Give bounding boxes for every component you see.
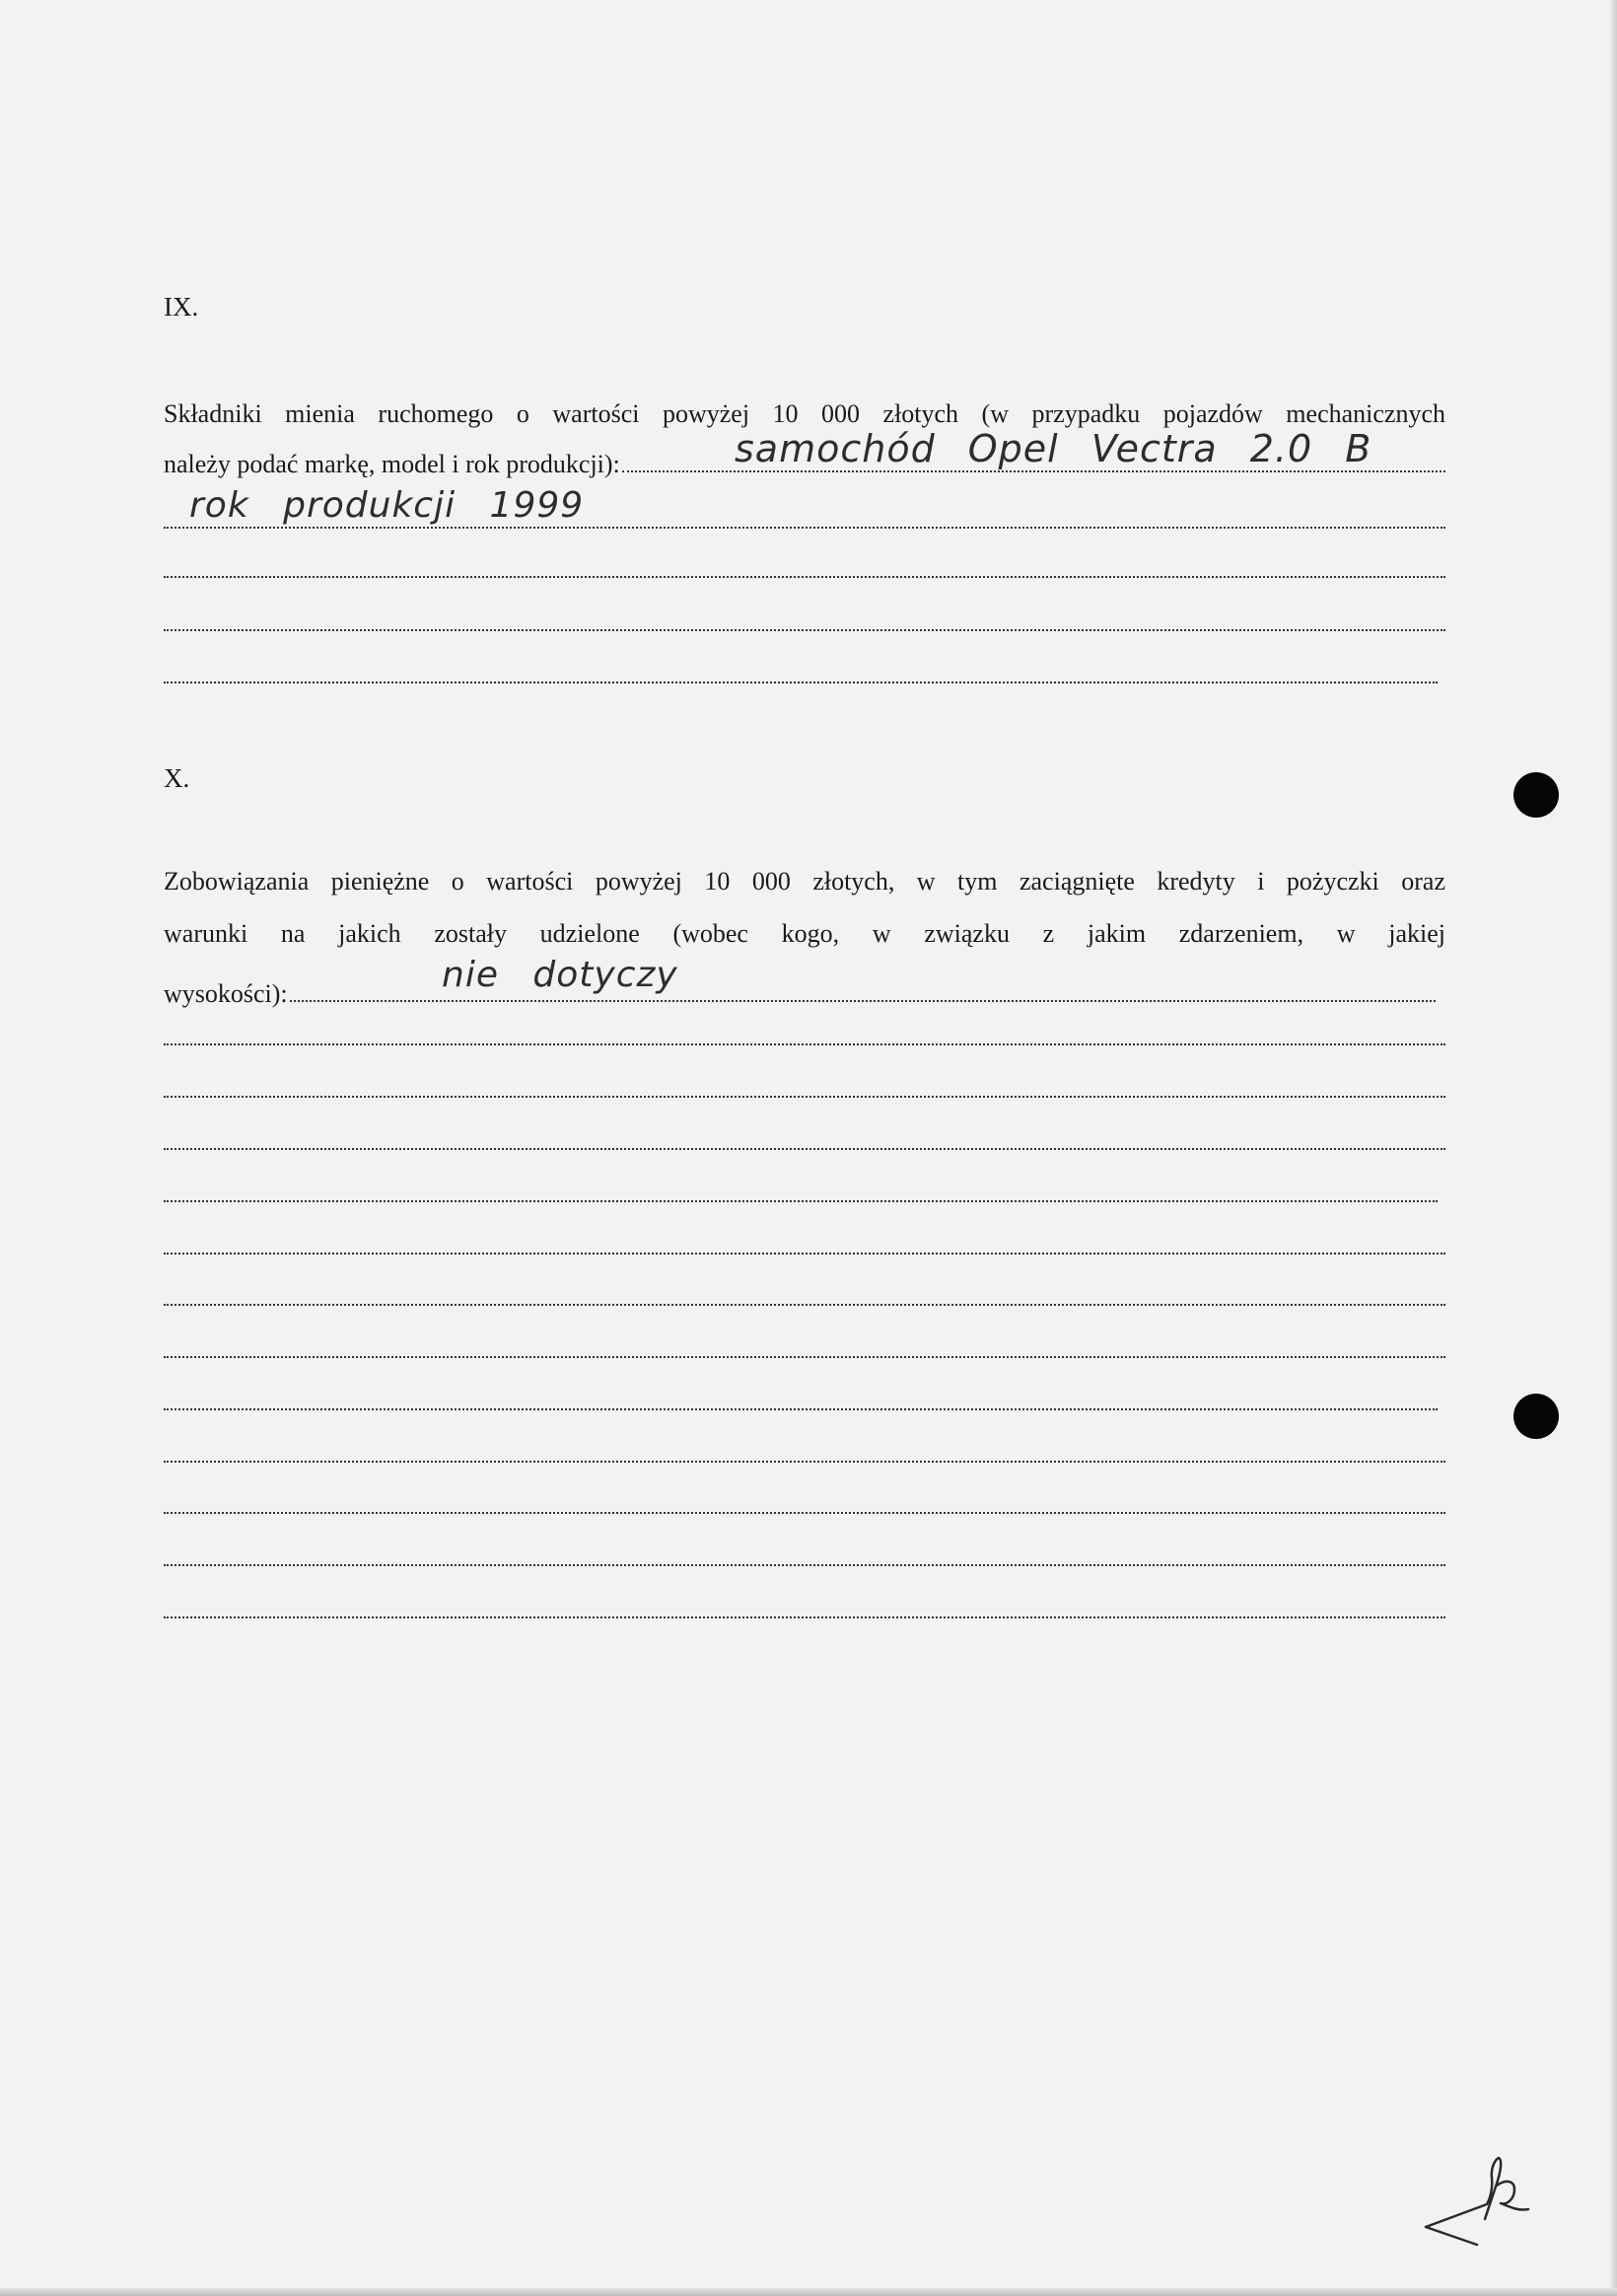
handwritten-answer-liabilities: nie dotyczy: [442, 955, 678, 995]
section-ix-heading: IX.: [164, 292, 199, 322]
answer-dotted-line: [290, 1000, 1436, 1002]
answer-dotted-line: [164, 1512, 1445, 1514]
section-x-question-line3: [164, 969, 1436, 1009]
answer-dotted-line: [164, 1408, 1438, 1410]
answer-dotted-line: [164, 629, 1445, 631]
answer-dotted-line: [164, 527, 1445, 529]
answer-dotted-line: [164, 1564, 1445, 1566]
handwritten-answer-production-year: rok produkcji 1999: [189, 485, 585, 526]
signature-initials: [1420, 2150, 1568, 2249]
punch-hole: [1513, 1394, 1559, 1439]
section-x-heading: X.: [164, 763, 190, 793]
answer-dotted-line: [164, 1253, 1445, 1255]
section-ix-question-line1: Składniki mienia ruchomego o wartości powyżej 10 000 złotych (w przypadku pojazdów mechanicznych: [164, 399, 1445, 428]
answer-dotted-line: [164, 576, 1445, 578]
page-bottom-edge: [0, 2288, 1617, 2296]
punch-hole: [1513, 772, 1559, 818]
answer-dotted-line: [164, 1200, 1438, 1202]
section-x-question-line1: Zobowiązania pieniężne o wartości powyżej 10 000 złotych, w tym zaciągnięte kredyty i pożyczki oraz: [164, 867, 1445, 896]
answer-dotted-line: [164, 1148, 1445, 1150]
answer-dotted-line: [164, 1096, 1445, 1098]
section-ix-question-label: należy podać markę, model i rok produkcji):: [164, 450, 620, 478]
answer-dotted-line: [164, 1461, 1445, 1463]
handwritten-answer-vehicle: samochód Opel Vectra 2.0 B: [735, 427, 1372, 470]
answer-dotted-line: [622, 470, 1445, 472]
answer-dotted-line: [164, 1304, 1445, 1306]
page-edge-shadow: [1611, 0, 1617, 2296]
answer-dotted-line: [164, 682, 1438, 683]
section-x-question-label: wysokości):: [164, 979, 288, 1008]
answer-dotted-line: [164, 1616, 1445, 1618]
answer-dotted-line: [164, 1356, 1445, 1358]
section-x-question-line2: warunki na jakich zostały udzielone (wobec kogo, w związku z jakim zdarzeniem, w jakiej: [164, 919, 1445, 948]
answer-dotted-line: [164, 1043, 1445, 1045]
